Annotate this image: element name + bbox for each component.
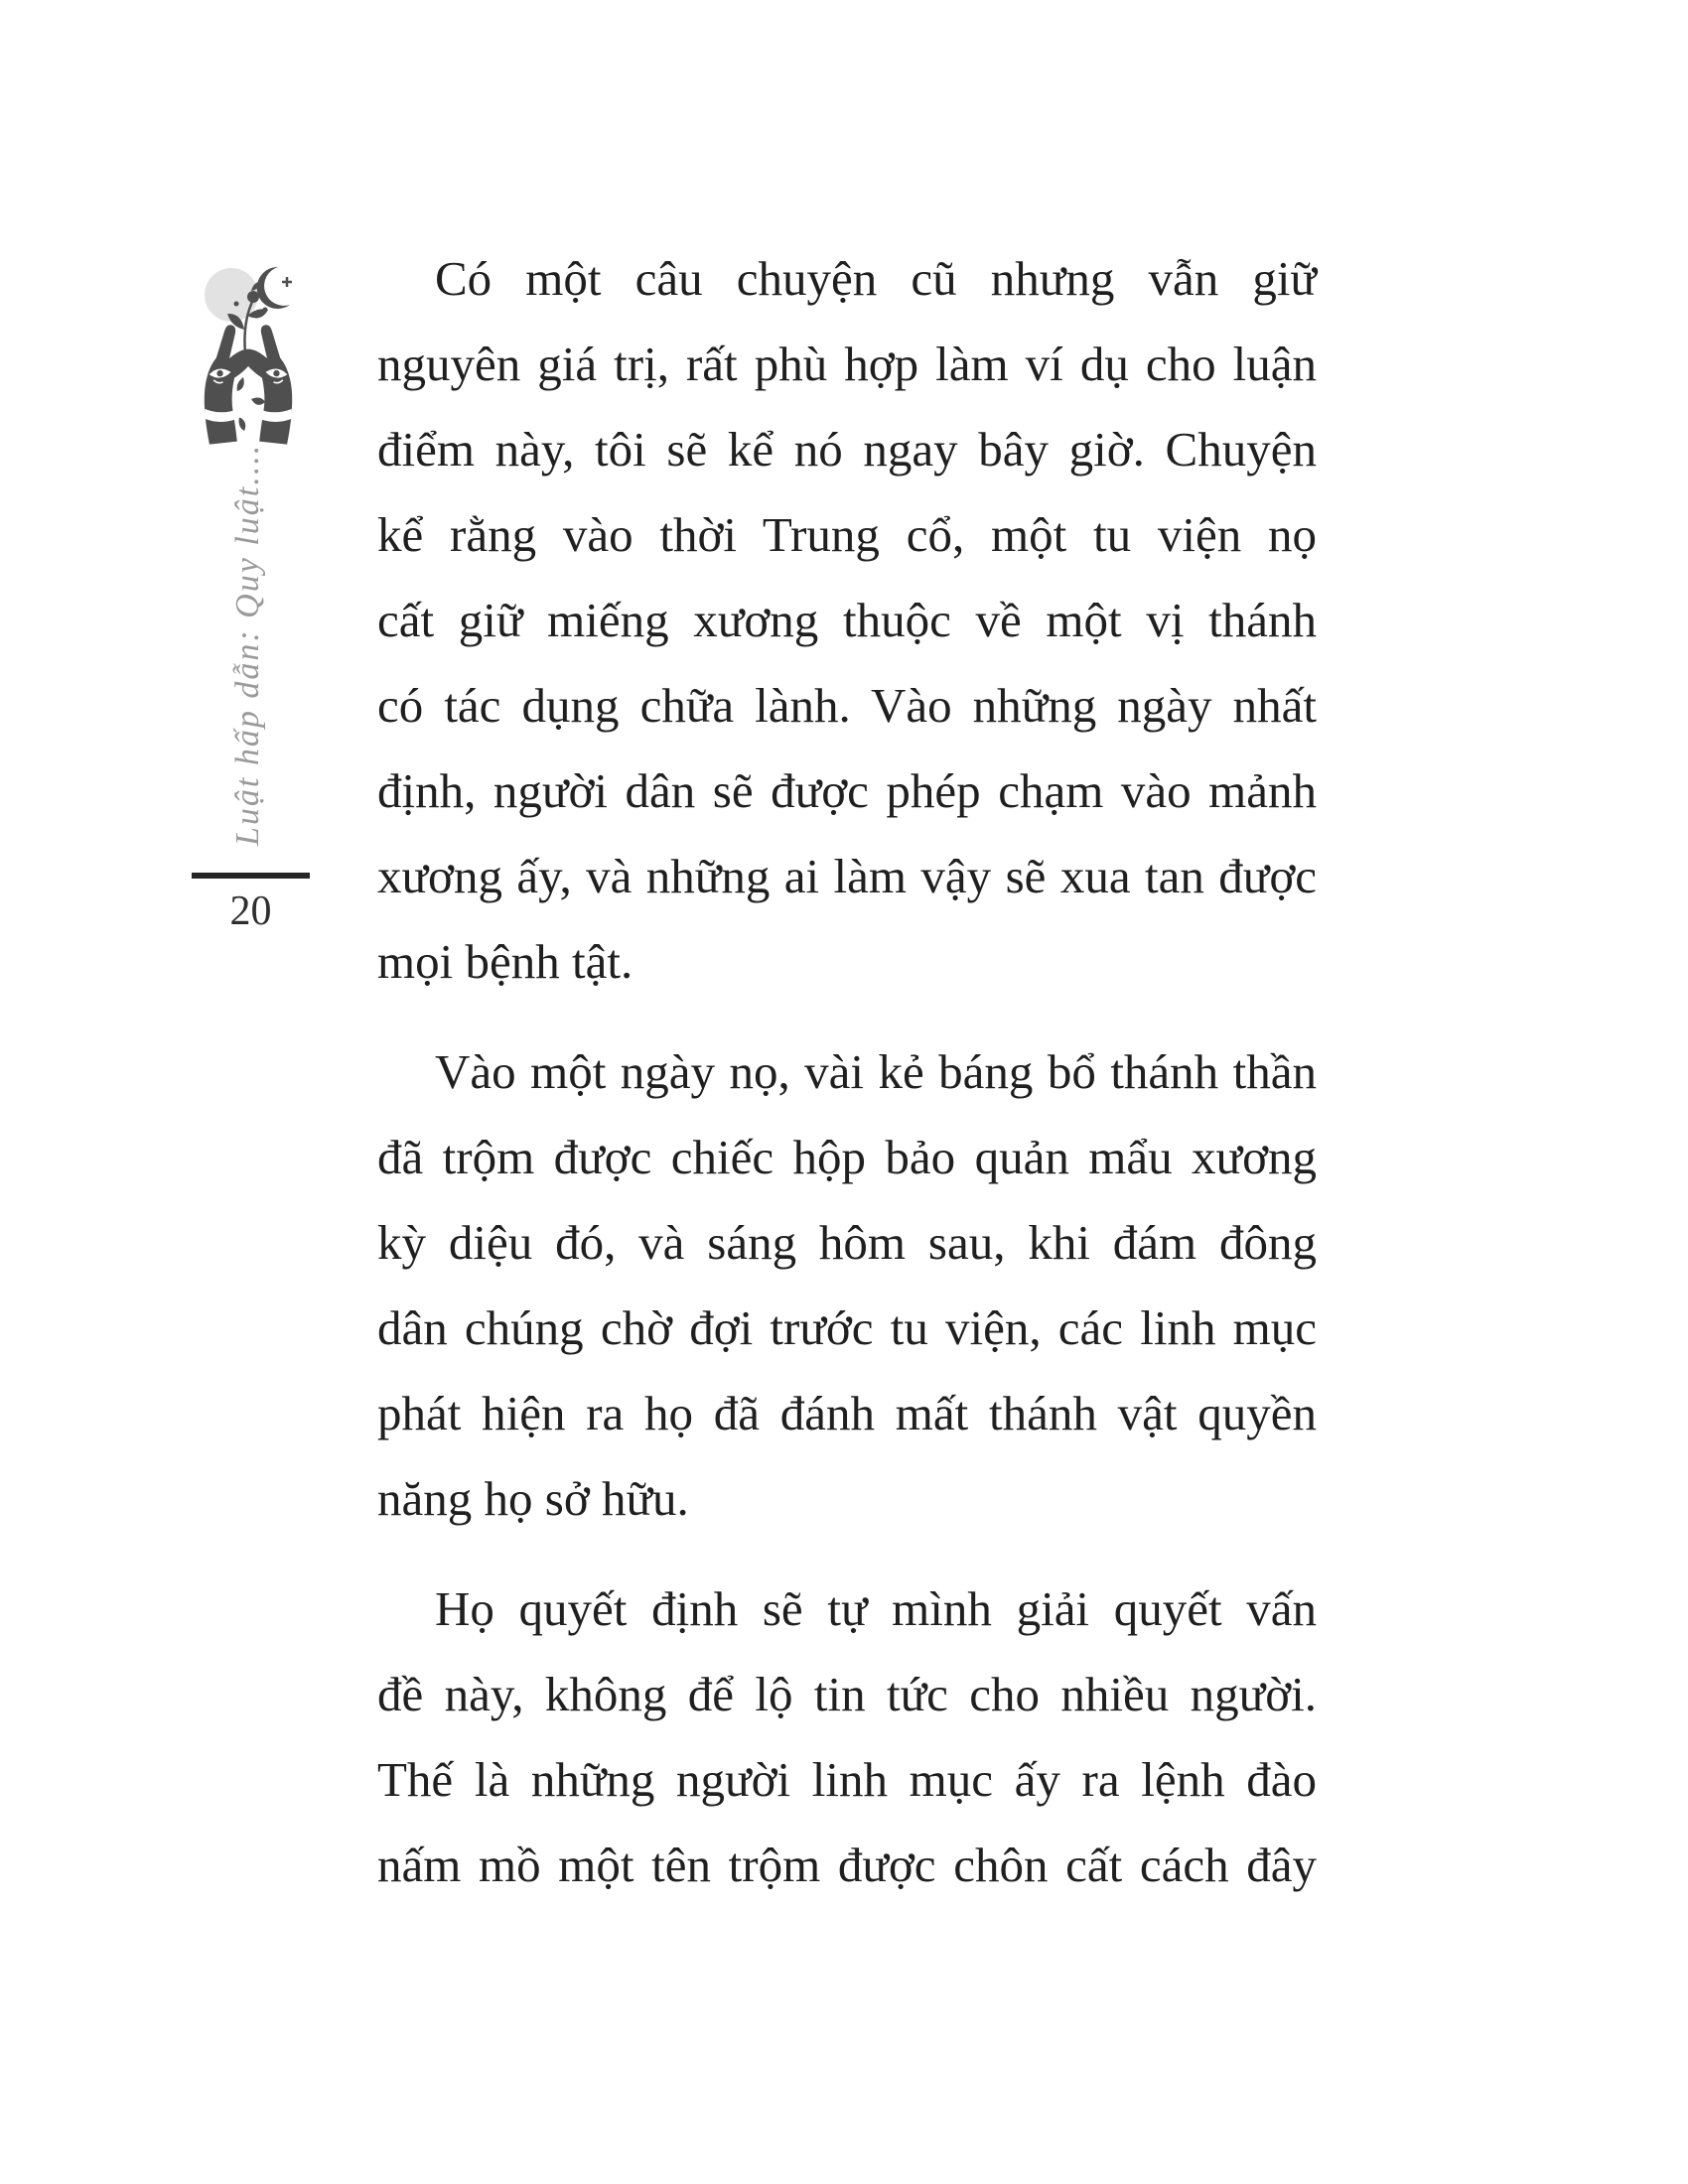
text-line: nguyên giá trị, rất phù hợp làm ví dụ cho luận bbox=[377, 337, 1317, 391]
text-line: đã trộm được chiếc hộp bảo quản mẩu xương bbox=[377, 1130, 1317, 1184]
text-line: kể rằng vào thời Trung cổ, một tu viện nọ bbox=[377, 507, 1317, 562]
body-text bbox=[377, 236, 1317, 1908]
sidebar-rule bbox=[192, 873, 310, 879]
text-line: dân chúng chờ đợi trước tu viện, các linh mục bbox=[377, 1300, 1317, 1355]
page-number: 20 bbox=[229, 888, 272, 934]
running-title-vertical: Luật hấp dẫn: Quy luật.... bbox=[229, 443, 266, 846]
left-hand bbox=[196, 323, 264, 445]
text-line: xương ấy, và những ai làm vậy sẽ xua tan được bbox=[377, 849, 1317, 903]
text-line: cất giữ miếng xương thuộc về một vị thánh bbox=[377, 593, 1317, 647]
text-line: Vào một ngày nọ, vài kẻ báng bổ thánh thần bbox=[435, 1044, 1317, 1099]
text-line: nấm mồ một tên trộm được chôn cất cách đây bbox=[377, 1838, 1317, 1892]
paragraph bbox=[377, 236, 1317, 1005]
text-line: năng họ sở hữu. bbox=[377, 1471, 689, 1526]
text-line: có tác dụng chữa lành. Vào những ngày nhất bbox=[377, 678, 1317, 733]
text-line: điểm này, tôi sẽ kể nó ngay bây giờ. Chuyện bbox=[377, 422, 1317, 477]
text-line: Có một câu chuyện cũ nhưng vẫn giữ bbox=[435, 251, 1317, 306]
paragraph bbox=[377, 1029, 1317, 1542]
hands-moon-botanicals-icon bbox=[182, 258, 315, 447]
text-line: phát hiện ra họ đã đánh mất thánh vật quyền bbox=[377, 1386, 1317, 1440]
text-line: định, người dân sẽ được phép chạm vào mảnh bbox=[377, 763, 1317, 818]
text-line: Họ quyết định sẽ tự mình giải quyết vấn bbox=[435, 1581, 1317, 1636]
text-line: Thế là những người linh mục ấy ra lệnh đào bbox=[377, 1752, 1317, 1807]
text-line: đề này, không để lộ tin tức cho nhiều người. bbox=[377, 1667, 1317, 1721]
paragraph bbox=[377, 1567, 1317, 1908]
text-line: mọi bệnh tật. bbox=[377, 934, 633, 989]
text-line: kỳ diệu đó, và sáng hôm sau, khi đám đông bbox=[377, 1215, 1317, 1270]
